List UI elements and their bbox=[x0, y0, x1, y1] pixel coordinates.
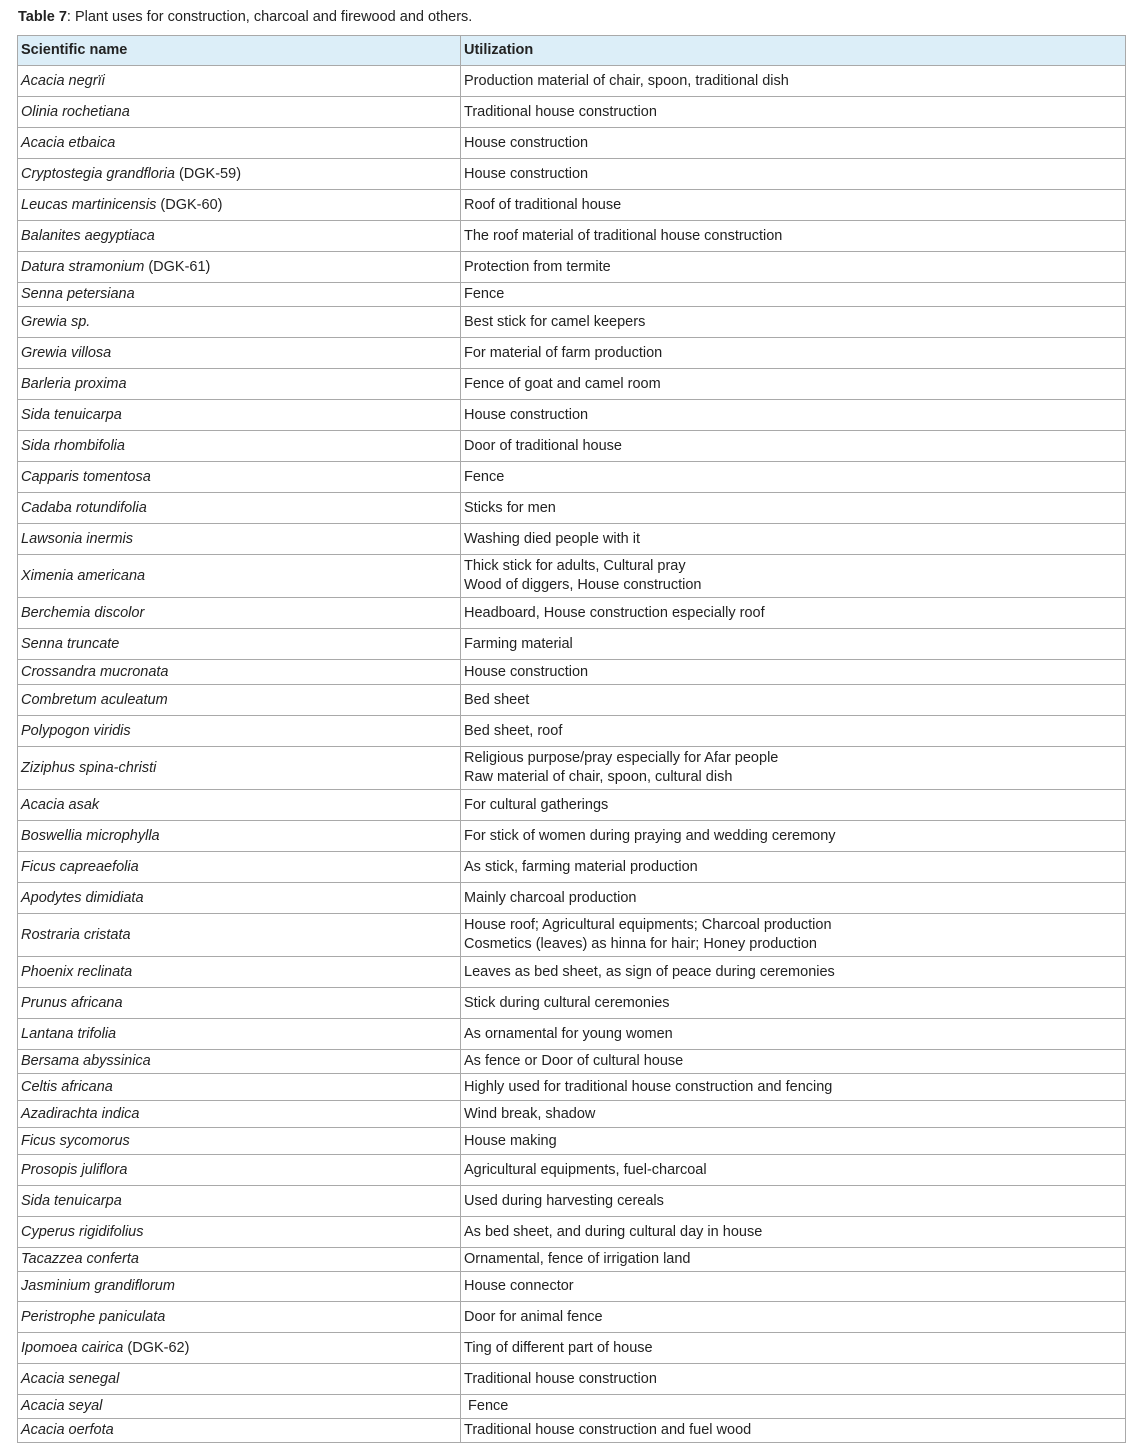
table-row bbox=[18, 1019, 1126, 1050]
utilization-cell bbox=[461, 988, 1126, 1019]
scientific-name-cell bbox=[18, 629, 461, 660]
utilization-cell bbox=[461, 1302, 1126, 1333]
scientific-name: Ximenia americana bbox=[21, 567, 146, 584]
scientific-name-cell bbox=[18, 957, 461, 988]
utilization-cell bbox=[461, 97, 1126, 128]
scientific-name-cell bbox=[18, 190, 461, 221]
utilization-text: Washing died people with it bbox=[464, 530, 640, 547]
scientific-name-cell bbox=[18, 852, 461, 883]
scientific-name: Barleria proxima bbox=[21, 375, 127, 392]
scientific-name-cell bbox=[18, 369, 461, 400]
table-row bbox=[18, 660, 1126, 685]
utilization-text: Wind break, shadow bbox=[464, 1105, 596, 1122]
table-row bbox=[18, 685, 1126, 716]
scientific-name-cell bbox=[18, 1101, 461, 1128]
specimen-code: (DGK-62) bbox=[123, 1339, 190, 1356]
scientific-name: Cryptostegia grandfloria bbox=[21, 165, 175, 182]
scientific-name-cell bbox=[18, 1364, 461, 1395]
utilization-cell bbox=[461, 1395, 1126, 1419]
table-row bbox=[18, 1217, 1126, 1248]
scientific-name: Acacia seyal bbox=[21, 1398, 103, 1414]
utilization-text: Ornamental, fence of irrigation land bbox=[464, 1251, 691, 1267]
scientific-name: Grewia villosa bbox=[21, 344, 112, 361]
scientific-name: Olinia rochetiana bbox=[21, 103, 130, 120]
table-row bbox=[18, 555, 1126, 598]
table-row bbox=[18, 988, 1126, 1019]
column-header-utilization: Utilization bbox=[461, 36, 1126, 66]
scientific-name-cell bbox=[18, 128, 461, 159]
scientific-name-cell bbox=[18, 252, 461, 283]
utilization-cell bbox=[461, 1074, 1126, 1101]
table-row bbox=[18, 1050, 1126, 1074]
utilization-text: Farming material bbox=[464, 635, 573, 652]
scientific-name-cell bbox=[18, 400, 461, 431]
table-row bbox=[18, 400, 1126, 431]
utilization-cell bbox=[461, 252, 1126, 283]
table-row bbox=[18, 1248, 1126, 1272]
utilization-text: For material of farm production bbox=[464, 344, 663, 361]
utilization-text: As stick, farming material production bbox=[464, 858, 698, 875]
scientific-name-cell bbox=[18, 883, 461, 914]
utilization-cell bbox=[461, 1186, 1126, 1217]
utilization-cell bbox=[461, 431, 1126, 462]
scientific-name-cell bbox=[18, 1074, 461, 1101]
scientific-name-cell bbox=[18, 790, 461, 821]
scientific-name: Polypogon viridis bbox=[21, 722, 131, 739]
scientific-name-cell bbox=[18, 1155, 461, 1186]
table-row bbox=[18, 493, 1126, 524]
scientific-name-cell bbox=[18, 1302, 461, 1333]
table-row bbox=[18, 159, 1126, 190]
scientific-name-cell bbox=[18, 1128, 461, 1155]
table-header-row bbox=[18, 36, 1126, 66]
scientific-name: Tacazzea conferta bbox=[21, 1251, 139, 1267]
utilization-text: Fence of goat and camel room bbox=[464, 375, 661, 392]
utilization-text: Traditional house construction bbox=[464, 103, 657, 120]
utilization-text: House construction bbox=[464, 134, 589, 151]
utilization-text: House roof; Agricultural equipments; Charcoal production bbox=[464, 917, 832, 933]
scientific-name: Rostraria cristata bbox=[21, 926, 131, 943]
utilization-cell bbox=[461, 629, 1126, 660]
table-row bbox=[18, 598, 1126, 629]
utilization-cell bbox=[461, 524, 1126, 555]
utilization-cell bbox=[461, 660, 1126, 685]
scientific-name: Boswellia microphylla bbox=[21, 827, 160, 844]
scientific-name-cell bbox=[18, 1272, 461, 1302]
scientific-name: Prunus africana bbox=[21, 994, 123, 1011]
utilization-text: Highly used for traditional house construction and fencing bbox=[464, 1078, 833, 1095]
utilization-text: Wood of diggers, House construction bbox=[464, 577, 702, 593]
scientific-name-cell bbox=[18, 716, 461, 747]
scientific-name-cell bbox=[18, 685, 461, 716]
utilization-text: Door for animal fence bbox=[464, 1308, 603, 1325]
utilization-cell bbox=[461, 1217, 1126, 1248]
scientific-name-cell bbox=[18, 462, 461, 493]
scientific-name: Combretum aculeatum bbox=[21, 691, 168, 708]
table-row bbox=[18, 852, 1126, 883]
utilization-cell bbox=[461, 307, 1126, 338]
scientific-name-cell bbox=[18, 660, 461, 685]
utilization-text: Traditional house construction and fuel wood bbox=[464, 1422, 752, 1438]
scientific-name-cell bbox=[18, 1186, 461, 1217]
table-row bbox=[18, 190, 1126, 221]
scientific-name-cell bbox=[18, 159, 461, 190]
table-row bbox=[18, 716, 1126, 747]
specimen-code: (DGK-60) bbox=[156, 196, 223, 213]
table-row bbox=[18, 790, 1126, 821]
table-row bbox=[18, 1074, 1126, 1101]
table-row bbox=[18, 1155, 1126, 1186]
scientific-name-cell bbox=[18, 821, 461, 852]
utilization-cell bbox=[461, 338, 1126, 369]
table-row bbox=[18, 883, 1126, 914]
utilization-cell bbox=[461, 159, 1126, 190]
table-row bbox=[18, 1186, 1126, 1217]
table-row bbox=[18, 524, 1126, 555]
table-row bbox=[18, 914, 1126, 957]
utilization-text: Traditional house construction bbox=[464, 1370, 657, 1387]
table-row bbox=[18, 821, 1126, 852]
scientific-name: Datura stramonium bbox=[21, 258, 145, 275]
scientific-name: Celtis africana bbox=[21, 1078, 113, 1095]
scientific-name-cell bbox=[18, 555, 461, 598]
table-row bbox=[18, 1395, 1126, 1419]
utilization-cell bbox=[461, 128, 1126, 159]
table-row bbox=[18, 66, 1126, 97]
scientific-name: Leucas martinicensis bbox=[21, 196, 157, 213]
scientific-name: Sida tenuicarpa bbox=[21, 1192, 122, 1209]
utilization-cell bbox=[461, 716, 1126, 747]
scientific-name: Ficus capreaefolia bbox=[21, 858, 139, 875]
scientific-name: Prosopis juliflora bbox=[21, 1161, 128, 1178]
utilization-cell bbox=[461, 821, 1126, 852]
table-row bbox=[18, 1364, 1126, 1395]
utilization-cell bbox=[461, 1050, 1126, 1074]
utilization-text: For stick of women during praying and wedding ceremony bbox=[464, 827, 836, 844]
table-caption-label: Table 7 bbox=[18, 9, 67, 25]
utilization-text: Best stick for camel keepers bbox=[464, 313, 646, 330]
utilization-text: For cultural gatherings bbox=[464, 796, 609, 813]
utilization-cell bbox=[461, 400, 1126, 431]
scientific-name-cell bbox=[18, 307, 461, 338]
table-row bbox=[18, 221, 1126, 252]
scientific-name: Senna petersiana bbox=[21, 286, 135, 302]
scientific-name: Ziziphus spina-christi bbox=[21, 759, 157, 776]
scientific-name: Acacia oerfota bbox=[21, 1422, 114, 1438]
scientific-name-cell bbox=[18, 524, 461, 555]
utilization-text: Mainly charcoal production bbox=[464, 889, 637, 906]
column-header-scientific-name: Scientific name bbox=[18, 36, 461, 66]
table-row bbox=[18, 1333, 1126, 1364]
utilization-text: Religious purpose/pray especially for Afar people bbox=[464, 750, 779, 766]
table-row bbox=[18, 1272, 1126, 1302]
table-row bbox=[18, 462, 1126, 493]
table-row bbox=[18, 747, 1126, 790]
utilization-text: Door of traditional house bbox=[464, 437, 622, 454]
scientific-name-cell bbox=[18, 747, 461, 790]
utilization-text: The roof material of traditional house construction bbox=[464, 227, 783, 244]
table-row bbox=[18, 957, 1126, 988]
utilization-text: House construction bbox=[464, 406, 589, 423]
utilization-cell bbox=[461, 1248, 1126, 1272]
utilization-text: Stick during cultural ceremonies bbox=[464, 994, 670, 1011]
scientific-name: Lantana trifolia bbox=[21, 1025, 117, 1042]
scientific-name: Lawsonia inermis bbox=[21, 530, 134, 547]
utilization-text: Bed sheet, roof bbox=[464, 722, 563, 739]
utilization-cell bbox=[461, 685, 1126, 716]
scientific-name: Bersama abyssinica bbox=[21, 1053, 151, 1069]
utilization-text: Raw material of chair, spoon, cultural dish bbox=[464, 769, 733, 785]
scientific-name: Grewia sp. bbox=[21, 313, 91, 330]
utilization-cell bbox=[461, 852, 1126, 883]
scientific-name: Ipomoea cairica bbox=[21, 1339, 124, 1356]
utilization-cell bbox=[461, 914, 1126, 957]
scientific-name-cell bbox=[18, 493, 461, 524]
specimen-code: (DGK-61) bbox=[144, 258, 211, 275]
scientific-name: Apodytes dimidiata bbox=[21, 889, 144, 906]
scientific-name-cell bbox=[18, 283, 461, 307]
scientific-name: Ficus sycomorus bbox=[21, 1132, 130, 1149]
utilization-text: As ornamental for young women bbox=[464, 1025, 673, 1042]
utilization-cell bbox=[461, 283, 1126, 307]
utilization-text: Headboard, House construction especially roof bbox=[464, 604, 765, 621]
scientific-name: Capparis tomentosa bbox=[21, 468, 151, 485]
scientific-name: Senna truncate bbox=[21, 635, 120, 652]
scientific-name: Cyperus rigidifolius bbox=[21, 1223, 144, 1240]
utilization-text: Thick stick for adults, Cultural pray bbox=[464, 558, 686, 574]
utilization-cell bbox=[461, 369, 1126, 400]
utilization-text: Bed sheet bbox=[464, 691, 530, 708]
utilization-cell bbox=[461, 190, 1126, 221]
utilization-text: Production material of chair, spoon, traditional dish bbox=[464, 72, 789, 89]
scientific-name-cell bbox=[18, 431, 461, 462]
utilization-text: House connector bbox=[464, 1278, 574, 1294]
scientific-name: Azadirachta indica bbox=[21, 1105, 140, 1122]
scientific-name: Acacia etbaica bbox=[21, 134, 116, 151]
table-row bbox=[18, 128, 1126, 159]
scientific-name: Jasminium grandiflorum bbox=[21, 1278, 175, 1294]
utilization-cell bbox=[461, 66, 1126, 97]
utilization-cell bbox=[461, 1272, 1126, 1302]
scientific-name: Acacia senegal bbox=[21, 1370, 120, 1387]
utilization-cell bbox=[461, 493, 1126, 524]
table-caption bbox=[18, 9, 472, 25]
utilization-text: Roof of traditional house bbox=[464, 196, 622, 213]
table-row bbox=[18, 431, 1126, 462]
utilization-text: Used during harvesting cereals bbox=[464, 1192, 664, 1209]
scientific-name-cell bbox=[18, 1419, 461, 1443]
utilization-text: Agricultural equipments, fuel-charcoal bbox=[464, 1161, 707, 1178]
table-row bbox=[18, 338, 1126, 369]
scientific-name-cell bbox=[18, 1019, 461, 1050]
utilization-text: Fence bbox=[464, 286, 505, 302]
scientific-name-cell bbox=[18, 1333, 461, 1364]
scientific-name: Cadaba rotundifolia bbox=[21, 499, 147, 516]
table-row bbox=[18, 369, 1126, 400]
utilization-cell bbox=[461, 1155, 1126, 1186]
scientific-name-cell bbox=[18, 221, 461, 252]
scientific-name: Peristrophe paniculata bbox=[21, 1308, 166, 1325]
utilization-cell bbox=[461, 462, 1126, 493]
scientific-name: Sida tenuicarpa bbox=[21, 406, 122, 423]
scientific-name-cell bbox=[18, 1217, 461, 1248]
table-row bbox=[18, 283, 1126, 307]
utilization-text: Leaves as bed sheet, as sign of peace during ceremonies bbox=[464, 963, 835, 980]
scientific-name: Phoenix reclinata bbox=[21, 963, 133, 980]
utilization-cell bbox=[461, 598, 1126, 629]
utilization-text: Cosmetics (leaves) as hinna for hair; Honey production bbox=[464, 936, 817, 952]
utilization-cell bbox=[461, 1128, 1126, 1155]
scientific-name-cell bbox=[18, 1248, 461, 1272]
utilization-cell bbox=[461, 555, 1126, 598]
table-row bbox=[18, 1419, 1126, 1443]
utilization-text: House construction bbox=[464, 165, 589, 182]
table-row bbox=[18, 629, 1126, 660]
scientific-name: Acacia negrïi bbox=[21, 72, 105, 89]
utilization-cell bbox=[461, 1101, 1126, 1128]
utilization-cell bbox=[461, 1364, 1126, 1395]
plant-uses-table bbox=[17, 35, 1126, 1443]
utilization-text: As fence or Door of cultural house bbox=[464, 1053, 684, 1069]
utilization-text: Fence bbox=[464, 1398, 509, 1414]
utilization-text: House making bbox=[464, 1132, 557, 1149]
utilization-text: As bed sheet, and during cultural day in house bbox=[464, 1223, 763, 1240]
table-row bbox=[18, 1101, 1126, 1128]
scientific-name-cell bbox=[18, 66, 461, 97]
table-row bbox=[18, 1128, 1126, 1155]
scientific-name-cell bbox=[18, 598, 461, 629]
scientific-name: Sida rhombifolia bbox=[21, 437, 125, 454]
table-caption-text: : Plant uses for construction, charcoal and firewood and others. bbox=[66, 9, 473, 25]
scientific-name: Balanites aegyptiaca bbox=[21, 227, 155, 244]
scientific-name: Berchemia discolor bbox=[21, 604, 145, 621]
utilization-text: Sticks for men bbox=[464, 499, 556, 516]
scientific-name-cell bbox=[18, 1050, 461, 1074]
utilization-cell bbox=[461, 957, 1126, 988]
utilization-text: Ting of different part of house bbox=[464, 1339, 653, 1356]
utilization-cell bbox=[461, 1419, 1126, 1443]
scientific-name-cell bbox=[18, 1395, 461, 1419]
scientific-name: Crossandra mucronata bbox=[21, 663, 169, 680]
scientific-name-cell bbox=[18, 338, 461, 369]
scientific-name-cell bbox=[18, 914, 461, 957]
utilization-text: Fence bbox=[464, 468, 505, 485]
utilization-text: House construction bbox=[464, 663, 589, 680]
utilization-cell bbox=[461, 747, 1126, 790]
utilization-text: Protection from termite bbox=[464, 258, 611, 275]
utilization-cell bbox=[461, 790, 1126, 821]
utilization-cell bbox=[461, 883, 1126, 914]
table-row bbox=[18, 1302, 1126, 1333]
utilization-cell bbox=[461, 221, 1126, 252]
table-row bbox=[18, 307, 1126, 338]
utilization-cell bbox=[461, 1333, 1126, 1364]
table-row bbox=[18, 97, 1126, 128]
scientific-name: Acacia asak bbox=[21, 796, 100, 813]
specimen-code: (DGK-59) bbox=[174, 165, 242, 182]
scientific-name-cell bbox=[18, 988, 461, 1019]
utilization-cell bbox=[461, 1019, 1126, 1050]
scientific-name-cell bbox=[18, 97, 461, 128]
table-row bbox=[18, 252, 1126, 283]
